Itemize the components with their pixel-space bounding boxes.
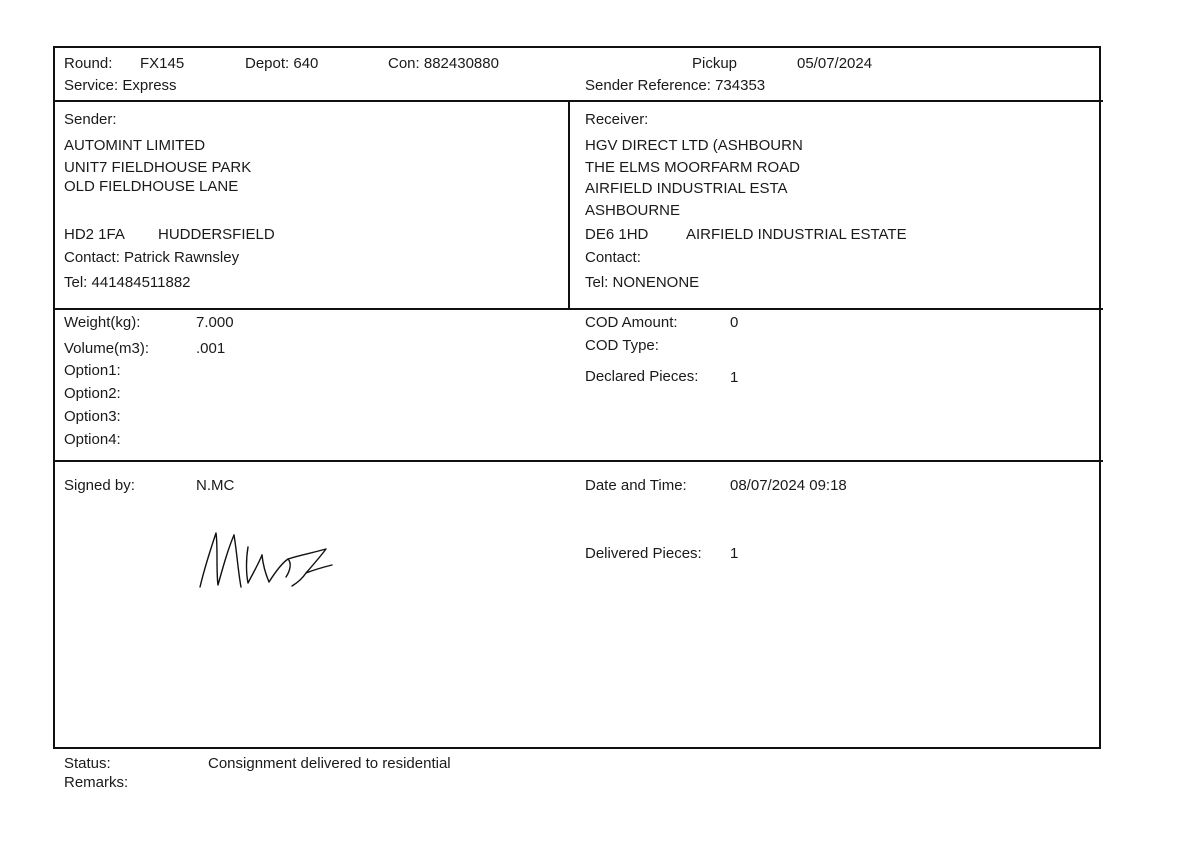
delivered-pieces-value: 1 <box>730 545 739 562</box>
header-divider <box>53 100 1103 102</box>
volume-value: .001 <box>196 340 226 357</box>
status-value: Consignment delivered to residential <box>208 755 451 772</box>
consignment-form-border <box>53 46 1101 749</box>
declared-pieces-label: Declared Pieces: <box>585 368 699 385</box>
volume-label: Volume(m3): <box>64 340 150 357</box>
receiver-address-3: ASHBOURNE <box>585 202 681 219</box>
signed-by-label: Signed by: <box>64 477 135 494</box>
sender-address-2: OLD FIELDHOUSE LANE <box>64 178 239 195</box>
date-time-label: Date and Time: <box>585 477 687 494</box>
sender-address-1: UNIT7 FIELDHOUSE PARK <box>64 159 252 176</box>
weight-value: 7.000 <box>196 314 234 331</box>
cod-amount-label: COD Amount: <box>585 314 678 331</box>
receiver-address-1: THE ELMS MOORFARM ROAD <box>585 159 801 176</box>
option2-label: Option2: <box>64 385 121 402</box>
option1-label: Option1: <box>64 362 121 379</box>
option4-label: Option4: <box>64 431 121 448</box>
sender-reference: Sender Reference: 734353 <box>585 77 766 94</box>
status-label: Status: <box>64 755 111 772</box>
sender-town: HUDDERSFIELD <box>158 226 275 243</box>
sender-contact: Contact: Patrick Rawnsley <box>64 249 240 266</box>
handwritten-signature <box>196 525 346 600</box>
receiver-postcode: DE6 1HD <box>585 226 649 243</box>
pickup-date: 05/07/2024 <box>797 55 873 72</box>
sender-tel: Tel: 441484511882 <box>64 274 191 291</box>
receiver-town: AIRFIELD INDUSTRIAL ESTATE <box>686 226 907 243</box>
round-value: FX145 <box>140 55 185 72</box>
receiver-address-2: AIRFIELD INDUSTRIAL ESTA <box>585 180 788 197</box>
sender-receiver-divider <box>568 101 570 309</box>
details-divider <box>53 460 1103 462</box>
option3-label: Option3: <box>64 408 121 425</box>
receiver-contact: Contact: <box>585 249 641 266</box>
cod-type-label: COD Type: <box>585 337 659 354</box>
con-number: Con: 882430880 <box>388 55 499 72</box>
address-divider <box>53 308 1103 310</box>
receiver-name: HGV DIRECT LTD (ASHBOURN <box>585 137 803 154</box>
round-label: Round: <box>64 55 113 72</box>
sender-postcode: HD2 1FA <box>64 226 125 243</box>
service: Service: Express <box>64 77 177 94</box>
depot: Depot: 640 <box>245 55 319 72</box>
remarks-label: Remarks: <box>64 774 129 791</box>
receiver-tel: Tel: NONENONE <box>585 274 700 291</box>
declared-pieces-value: 1 <box>730 369 739 386</box>
sender-name: AUTOMINT LIMITED <box>64 137 206 154</box>
sender-title: Sender: <box>64 111 117 128</box>
date-time-value: 08/07/2024 09:18 <box>730 477 847 494</box>
weight-label: Weight(kg): <box>64 314 141 331</box>
receiver-title: Receiver: <box>585 111 649 128</box>
delivered-pieces-label: Delivered Pieces: <box>585 545 702 562</box>
pickup-label: Pickup <box>692 55 738 72</box>
signed-by-value: N.MC <box>196 477 235 494</box>
cod-amount-value: 0 <box>730 314 739 331</box>
